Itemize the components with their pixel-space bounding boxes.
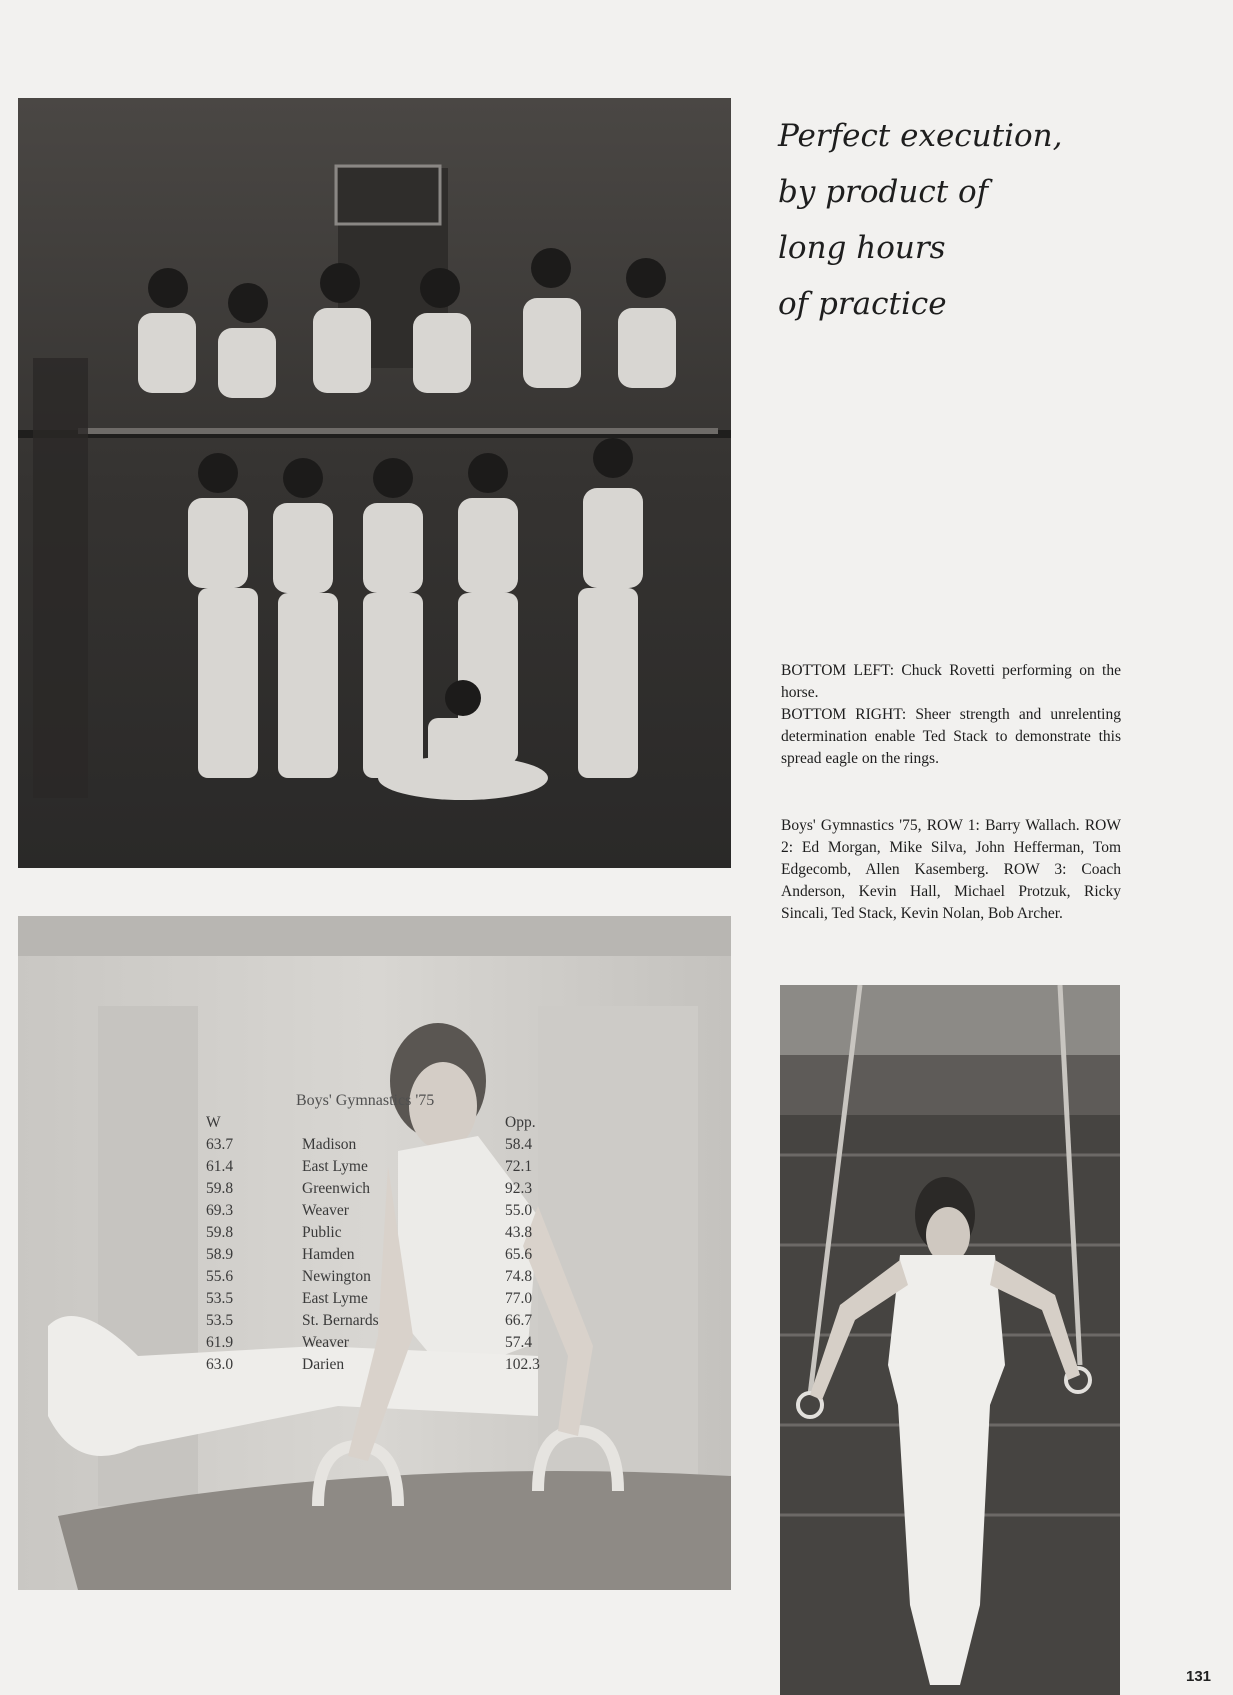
caption-bottom-left: BOTTOM LEFT: Chuck Rovetti performing on the horse. [781, 662, 1121, 701]
score-header-opp: Opp. [505, 1114, 536, 1131]
score-w: 55.6 [206, 1268, 234, 1285]
opponent-name: Public [302, 1224, 342, 1241]
score-column-w [206, 1112, 233, 1376]
headline-line-3: long hours [778, 230, 946, 266]
score-header-w: W [206, 1114, 221, 1131]
opponent-name: East Lyme [302, 1290, 368, 1307]
opponent-name: Hamden [302, 1246, 355, 1263]
headline-line-1: Perfect execution, [778, 118, 1063, 154]
headline-line-4: of practice [778, 286, 947, 322]
headline [778, 108, 1178, 332]
score-opp: 57.4 [505, 1334, 533, 1351]
headline-line-2: by product of [778, 174, 989, 210]
score-w: 63.0 [206, 1356, 234, 1373]
score-w: 61.9 [206, 1334, 234, 1351]
score-w: 59.8 [206, 1180, 234, 1197]
opponent-name: Weaver [302, 1202, 349, 1219]
opponent-name: Madison [302, 1136, 357, 1153]
opponent-name: Greenwich [302, 1180, 370, 1197]
score-opp: 102.3 [505, 1356, 540, 1373]
opponent-name: Darien [302, 1356, 345, 1373]
score-column-opponent [302, 1134, 379, 1376]
score-opp: 55.0 [505, 1202, 533, 1219]
score-w: 58.9 [206, 1246, 234, 1263]
team-photo [18, 98, 731, 868]
score-opp: 77.0 [505, 1290, 533, 1307]
score-w: 61.4 [206, 1158, 234, 1175]
page-number: 131 [1186, 1668, 1212, 1685]
caption-bottom-right: BOTTOM RIGHT: Sheer strength and unrelenting determination enable Ted Stack to demonstrate this spread eagle on the rings. [781, 706, 1121, 767]
score-table-title: Boys' Gymnastics '75 [296, 1092, 435, 1109]
score-w: 53.5 [206, 1312, 234, 1329]
score-opp: 92.3 [505, 1180, 533, 1197]
opponent-name: East Lyme [302, 1158, 368, 1175]
score-opp: 65.6 [505, 1246, 533, 1263]
score-w: 63.7 [206, 1136, 234, 1153]
score-opp: 43.8 [505, 1224, 533, 1241]
score-opp: 58.4 [505, 1136, 533, 1153]
opponent-name: Newington [302, 1268, 371, 1285]
score-w: 69.3 [206, 1202, 234, 1219]
score-column-opp [505, 1112, 540, 1376]
score-opp: 66.7 [505, 1312, 533, 1329]
score-opp: 74.8 [505, 1268, 533, 1285]
opponent-name: Weaver [302, 1334, 349, 1351]
rings-photo [780, 985, 1120, 1695]
opponent-name: St. Bernards [302, 1312, 379, 1329]
score-opp: 72.1 [505, 1158, 533, 1175]
roster-caption: Boys' Gymnastics '75, ROW 1: Barry Wallach. ROW 2: Ed Morgan, Mike Silva, John Hefferman, Tom Edgecomb, Allen Kasemberg. ROW 3: Coach Anderson, Kevin Hall, Michael Protzuk, Ricky Sincali, Ted Stack, Kevin Nolan, Bob Archer. [781, 817, 1121, 922]
score-w: 59.8 [206, 1224, 234, 1241]
photo-captions [781, 660, 1121, 770]
score-w: 53.5 [206, 1290, 234, 1307]
